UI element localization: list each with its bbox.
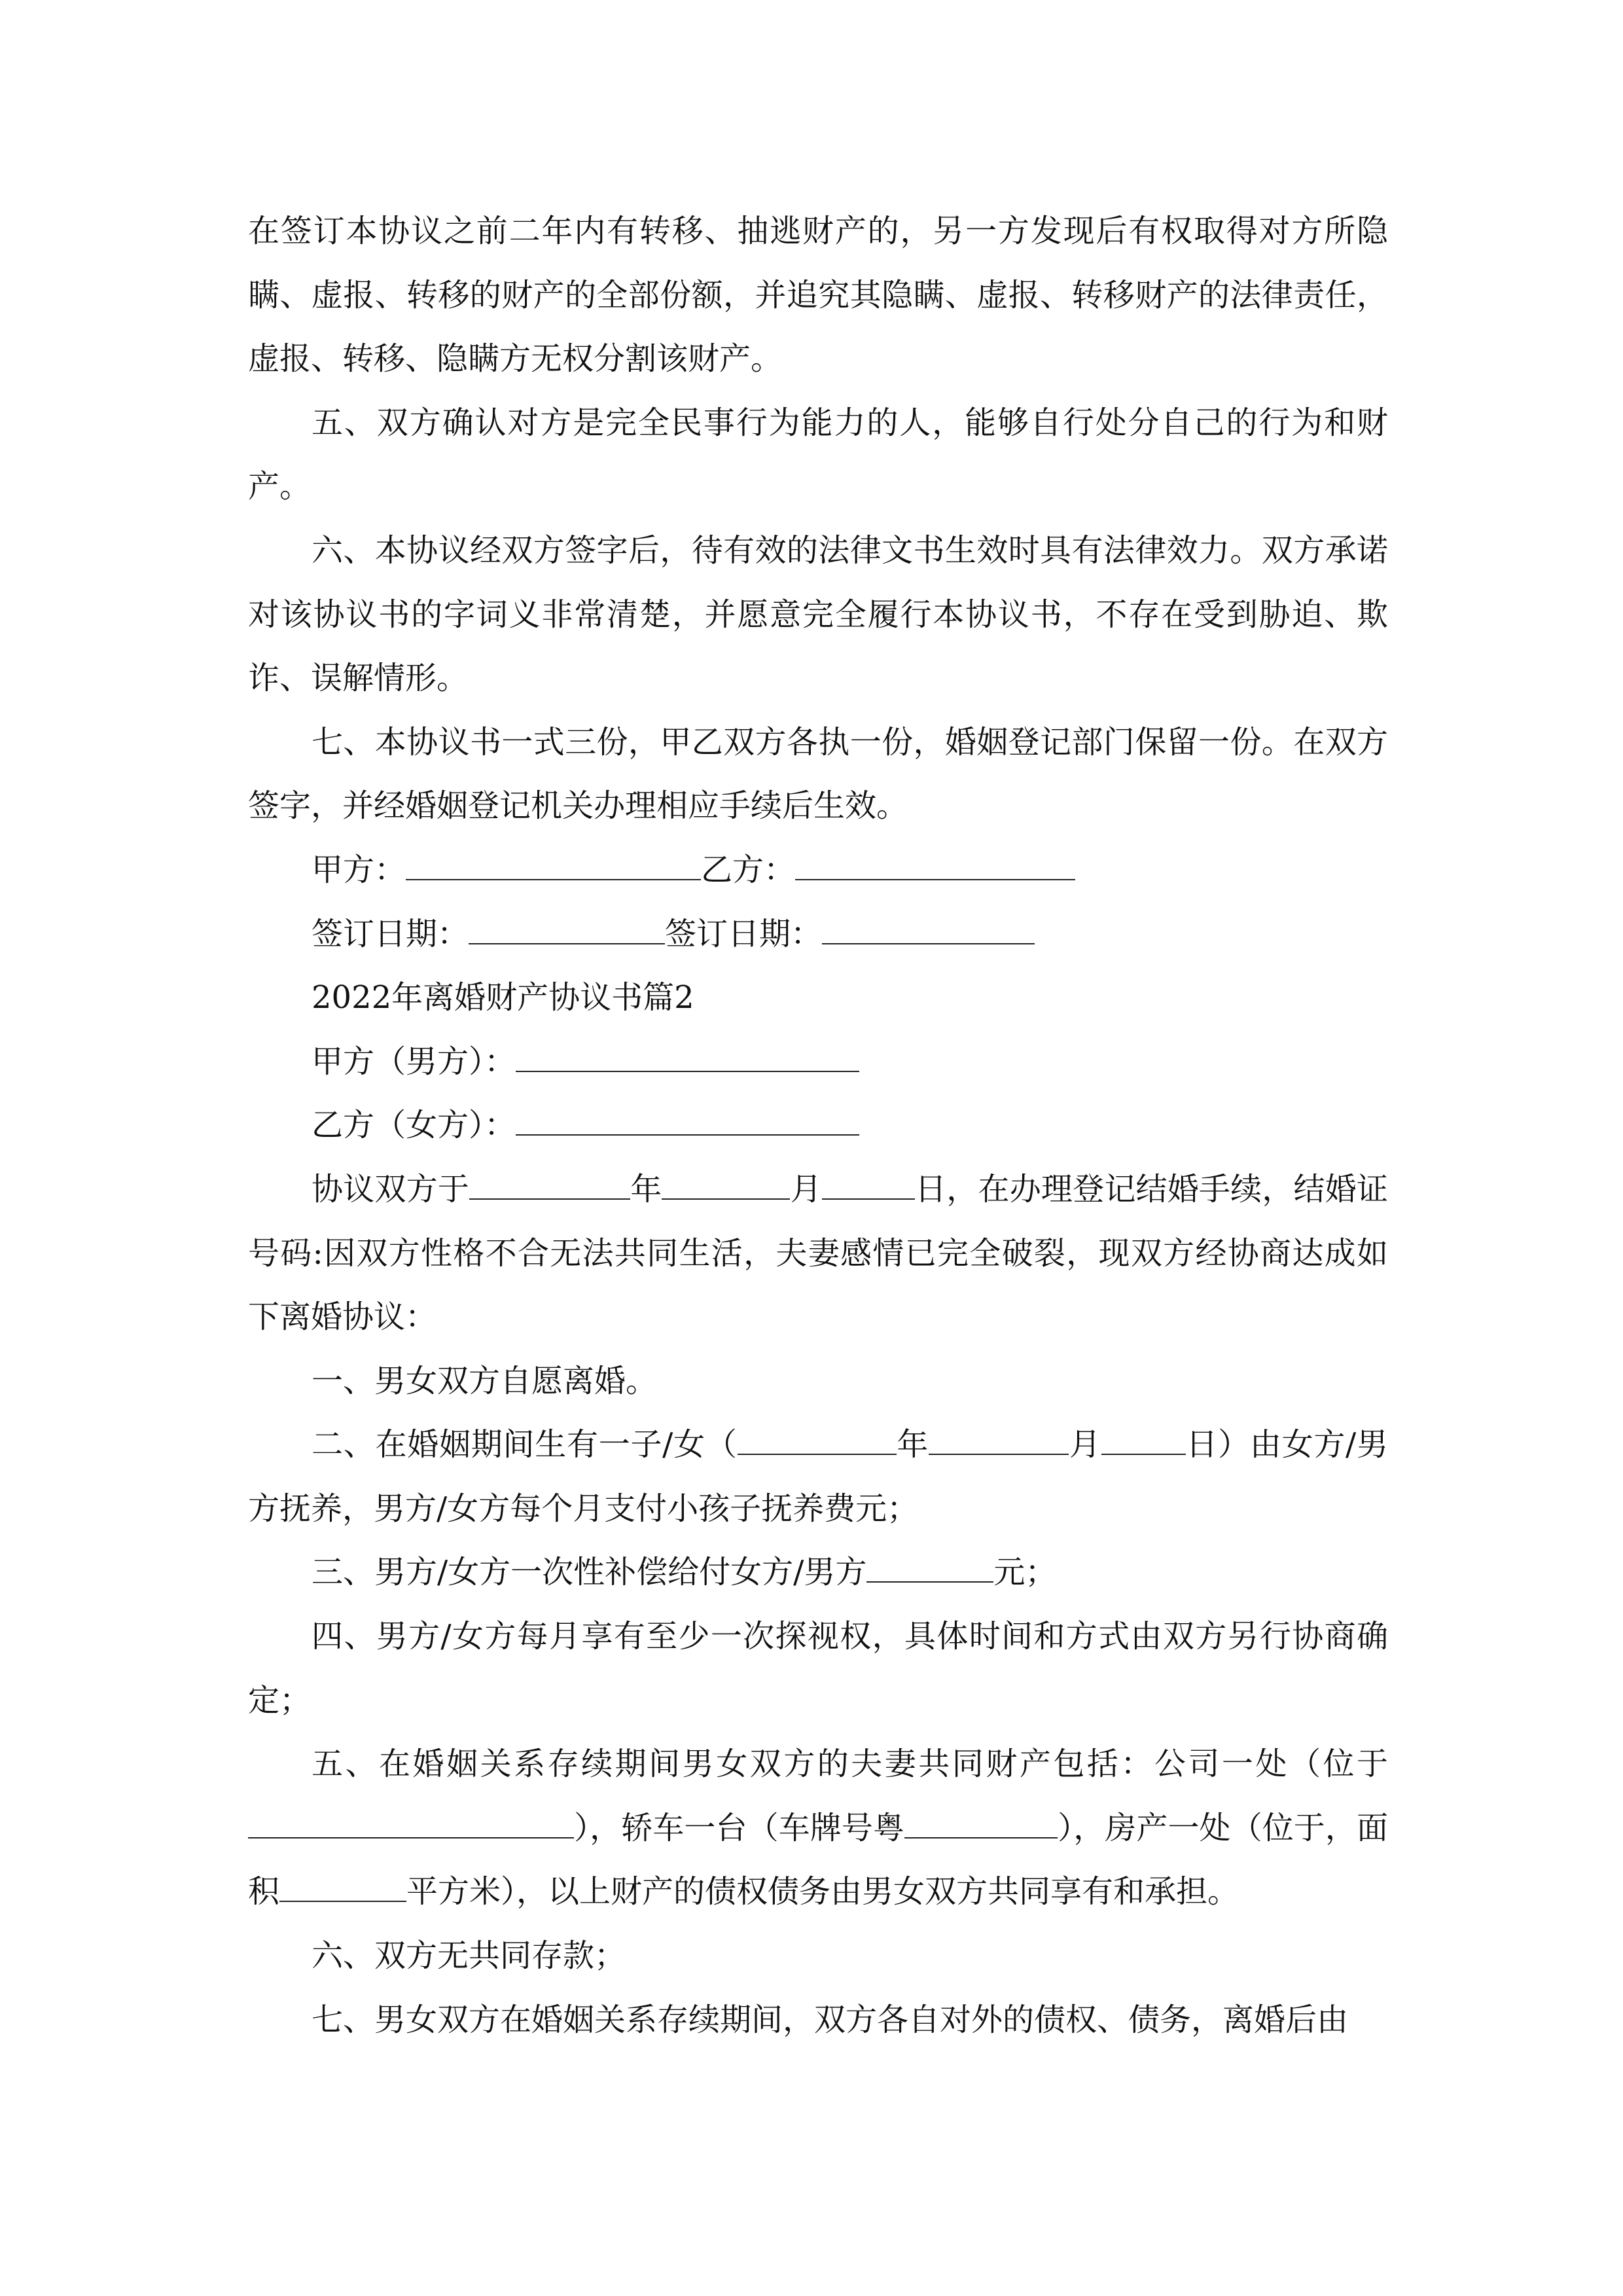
party-a-male-label: 甲方（男方）： <box>312 1043 516 1080</box>
month-label: 月 <box>790 1170 822 1208</box>
clause-6-savings: 六、双方无共同存款； <box>312 1937 626 1975</box>
area-blank <box>279 1868 406 1902</box>
marriage-month-blank <box>662 1166 790 1200</box>
date-b-blank <box>822 910 1035 944</box>
clause-3-text: 三、男方/女方一次性补偿给付女方/男方 <box>312 1554 867 1591</box>
date-line <box>248 903 1388 967</box>
clause-5-text-2: ），轿车一台（车牌号粤 <box>574 1809 905 1846</box>
child-month-blank <box>929 1421 1069 1455</box>
date-a-blank <box>469 910 665 944</box>
party-a-male-blank <box>516 1037 859 1071</box>
clause-5-property <box>248 1732 1388 1924</box>
clause-1: 一、男女双方自愿离婚。 <box>312 1362 658 1399</box>
clause-6: 六、本协议经双方签字后，待有效的法律文书生效时具有法律效力。双方承诺对该协议书的字词义非常清楚，并愿意完全履行本协议书，不存在受到胁迫、欺诈、误解情形。 <box>248 531 1388 697</box>
company-location-blank <box>248 1804 574 1838</box>
party-b-female-label: 乙方（女方）： <box>312 1107 516 1144</box>
party-b-blank <box>795 846 1075 880</box>
marriage-day-blank <box>822 1166 915 1200</box>
section-title: 2022年离婚财产协议书篇2 <box>312 979 694 1016</box>
clause-5: 五、双方确认对方是完全民事行为能力的人，能够自行处分自己的行为和财产。 <box>248 404 1388 505</box>
party-a-blank <box>406 846 701 880</box>
document-page <box>248 200 1388 2052</box>
year-label: 年 <box>630 1170 662 1208</box>
date-b-label: 签订日期： <box>665 915 823 952</box>
date-a-label: 签订日期： <box>312 915 469 952</box>
intro-paragraph <box>248 1158 1388 1350</box>
clause-2 <box>248 1413 1388 1541</box>
party-a-label: 甲方： <box>312 851 406 888</box>
intro-text: 协议双方于 <box>312 1170 470 1208</box>
clause-4: 四、男方/女方每月享有至少一次探视权，具体时间和方式由双方另行协商确定； <box>248 1618 1388 1719</box>
signature-line <box>248 838 1388 903</box>
year-label: 年 <box>896 1426 929 1463</box>
paragraph-concealment: 在签订本协议之前二年内有转移、抽逃财产的，另一方发现后有权取得对方所隐瞒、虚报、转移的财产的全部份额，并追究其隐瞒、虚报、转移财产的法律责任，虚报、转移、隐瞒方无权分割该财产。 <box>248 213 1388 378</box>
clause-2-text-2: 日）由女方/男方抚养，男方/女方每个月支付小孩子抚养费元； <box>248 1426 1388 1527</box>
child-year-blank <box>738 1421 897 1455</box>
month-label: 月 <box>1069 1426 1101 1463</box>
clause-7: 七、本协议书一式三份，甲乙双方各执一份，婚姻登记部门保留一份。在双方签字，并经婚姻登记机关办理相应手续后生效。 <box>248 723 1388 825</box>
clause-3 <box>248 1541 1388 1605</box>
party-b-label: 乙方： <box>701 851 796 888</box>
clause-5-text-4: 平方米），以上财产的债权债务由男女双方共同享有和承担。 <box>406 1873 1240 1910</box>
clause-2-text: 二、在婚姻期间生有一子/女（ <box>312 1426 738 1463</box>
party-a-line <box>248 1030 1388 1094</box>
marriage-year-blank <box>469 1166 630 1200</box>
party-b-female-blank <box>516 1102 859 1136</box>
compensation-blank <box>866 1549 993 1583</box>
clause-5-text-3: ），房产一处（位于，面积 <box>248 1809 1388 1910</box>
intro-text-2: 日，在办理登记结婚手续，结婚证号码:因双方性格不合无法共同生活，夫妻感情已完全破裂，现双方经协商达成如下离婚协议： <box>248 1170 1388 1336</box>
clause-5-text: 五、在婚姻关系存续期间男女双方的夫妻共同财产包括：公司一处（位于 <box>312 1746 1388 1783</box>
clause-3-text-2: 元； <box>993 1554 1057 1591</box>
party-b-line <box>248 1094 1388 1158</box>
child-day-blank <box>1101 1421 1186 1455</box>
plate-number-blank <box>904 1804 1058 1838</box>
clause-7-debts: 七、男女双方在婚姻关系存续期间，双方各自对外的债权、债务，离婚后由 <box>312 2001 1349 2038</box>
